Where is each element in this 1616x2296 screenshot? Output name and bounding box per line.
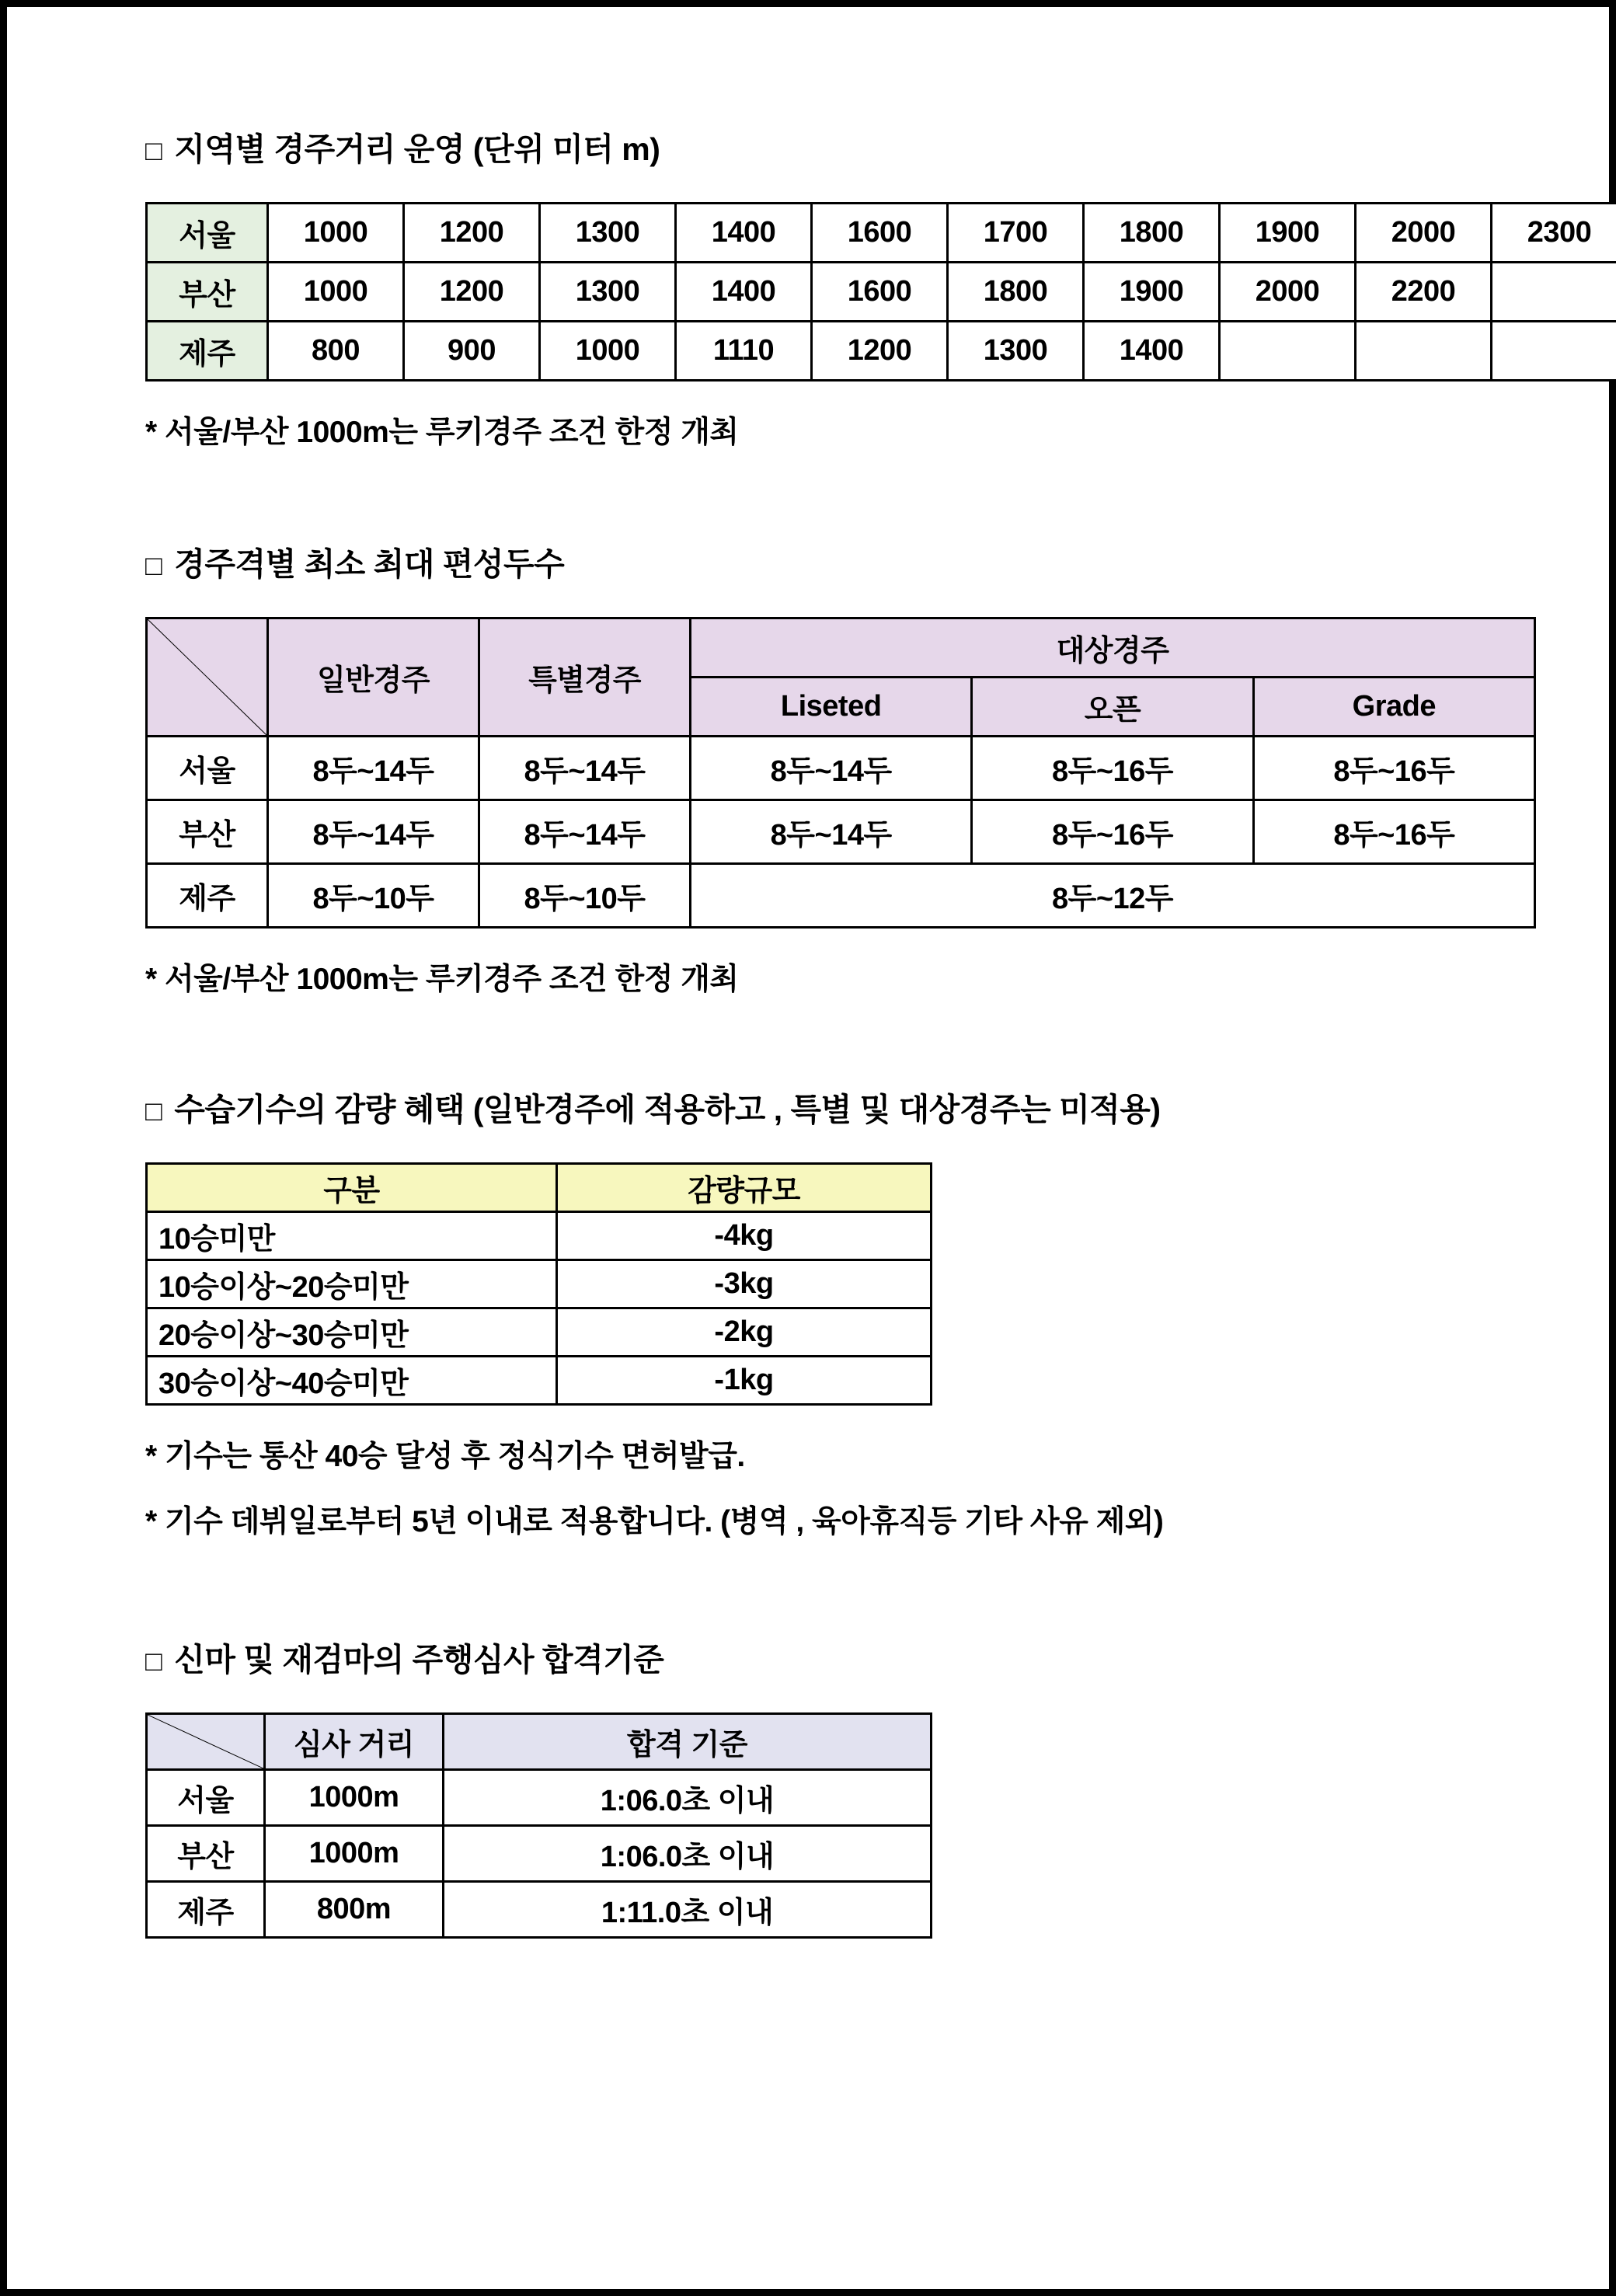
distance-cell: 1300 [948, 322, 1084, 381]
distance-cell: 1400 [676, 263, 812, 322]
section-field-size [145, 538, 1609, 998]
distance-cell: 1200 [404, 263, 540, 322]
distance-cell: 2000 [1220, 263, 1356, 322]
allowance-value: -1kg [557, 1357, 932, 1405]
footnotes-apprentice-allowance [145, 1432, 1609, 1541]
column-header-grade: Grade [1253, 678, 1534, 737]
section-heading-race-distance [145, 124, 1609, 169]
section-heading-text: 지역별 경주거리 운영 (단위 미터 m) [174, 131, 660, 167]
footnote-text: * 서울/부산 1000m는 루키경주 조건 한정 개최 [145, 416, 739, 449]
allowance-value: -4kg [557, 1212, 932, 1260]
allowance-value: -2kg [557, 1308, 932, 1357]
allowance-bracket: 20승이상~30승미만 [147, 1308, 557, 1357]
distance-cell: 1200 [812, 322, 948, 381]
field-size-cell: 8두~14두 [479, 737, 691, 800]
section-spacer [145, 451, 1609, 538]
distance-cell-empty [1356, 322, 1492, 381]
distance-cell: 1300 [540, 263, 676, 322]
footnote-row [145, 1497, 1609, 1541]
bullet-icon: □ [145, 1095, 162, 1127]
allowance-bracket: 10승이상~20승미만 [147, 1260, 557, 1308]
column-header-allowance: 감량규모 [557, 1164, 932, 1212]
distance-cell: 1000 [268, 263, 404, 322]
section-race-distance [145, 124, 1609, 451]
distance-cell: 1400 [1084, 322, 1220, 381]
table-row [147, 1826, 932, 1882]
field-size-cell: 8두~10두 [479, 864, 691, 928]
footnote-row [145, 1432, 1609, 1476]
document-page [7, 7, 1609, 2289]
footnote-field-size [145, 955, 1609, 998]
distance-cell-empty [1220, 322, 1356, 381]
distance-cell: 1600 [812, 204, 948, 263]
distance-cell-empty [1492, 322, 1616, 381]
section-heading-trial-criteria [145, 1634, 1609, 1680]
field-size-cell: 8두~16두 [1253, 800, 1534, 864]
column-header-category: 구분 [147, 1164, 557, 1212]
field-size-cell: 8두~14두 [691, 737, 972, 800]
table-header-row [147, 1714, 932, 1770]
distance-cell: 1300 [540, 204, 676, 263]
footnote-race-distance [145, 408, 1609, 451]
row-header-seoul: 서울 [147, 737, 268, 800]
corner-diagonal-cell [147, 1714, 265, 1770]
trial-distance-cell: 800m [265, 1882, 444, 1938]
column-header-open: 오픈 [972, 678, 1253, 737]
table-row [147, 737, 1535, 800]
table-row [147, 204, 1616, 263]
column-header-general-race: 일반경주 [268, 618, 479, 737]
distance-cell-empty [1492, 263, 1616, 322]
field-size-cell: 8두~16두 [1253, 737, 1534, 800]
table-row [147, 1308, 932, 1357]
footnote-text: * 기수는 통산 40승 달성 후 정식기수 면허발급. [145, 1440, 745, 1473]
distance-cell: 1900 [1084, 263, 1220, 322]
distance-cell: 1000 [540, 322, 676, 381]
section-spacer [145, 1541, 1609, 1634]
field-size-cell: 8두~10두 [268, 864, 479, 928]
section-heading-text: 경주격별 최소 최대 편성두수 [174, 546, 565, 582]
distance-cell: 1700 [948, 204, 1084, 263]
table-row [147, 1882, 932, 1938]
row-header-seoul: 서울 [147, 1770, 265, 1826]
row-header-jeju: 제주 [147, 322, 268, 381]
distance-cell: 1600 [812, 263, 948, 322]
field-size-cell: 8두~14두 [691, 800, 972, 864]
trial-criteria-table [145, 1712, 932, 1939]
apprentice-allowance-table [145, 1162, 932, 1406]
document-content [7, 7, 1609, 1939]
table-header-row [147, 618, 1535, 678]
table-row [147, 1770, 932, 1826]
trial-distance-cell: 1000m [265, 1770, 444, 1826]
row-header-busan: 부산 [147, 800, 268, 864]
row-header-jeju: 제주 [147, 864, 268, 928]
allowance-bracket: 10승미만 [147, 1212, 557, 1260]
row-header-busan: 부산 [147, 1826, 265, 1882]
section-heading-field-size [145, 538, 1609, 584]
bullet-icon: □ [145, 134, 162, 166]
row-header-jeju: 제주 [147, 1882, 265, 1938]
allowance-value: -3kg [557, 1260, 932, 1308]
trial-distance-cell: 1000m [265, 1826, 444, 1882]
section-trial-criteria [145, 1634, 1609, 1939]
table-row [147, 322, 1616, 381]
bullet-icon: □ [145, 549, 162, 581]
field-size-cell-merged: 8두~12두 [691, 864, 1535, 928]
table-row [147, 1260, 932, 1308]
distance-cell: 2000 [1356, 204, 1492, 263]
footnote-text: * 서울/부산 1000m는 루키경주 조건 한정 개최 [145, 963, 739, 996]
section-heading-apprentice-allowance [145, 1084, 1609, 1130]
distance-cell: 2200 [1356, 263, 1492, 322]
distance-cell: 1900 [1220, 204, 1356, 263]
field-size-table [145, 617, 1536, 929]
column-header-pass-criteria: 합격 기준 [444, 1714, 932, 1770]
bullet-icon: □ [145, 1645, 162, 1677]
table-row [147, 263, 1616, 322]
trial-criteria-cell: 1:06.0초 이내 [444, 1826, 932, 1882]
trial-criteria-cell: 1:11.0초 이내 [444, 1882, 932, 1938]
distance-cell: 1800 [1084, 204, 1220, 263]
table-header-row [147, 1164, 932, 1212]
trial-criteria-cell: 1:06.0초 이내 [444, 1770, 932, 1826]
table-row [147, 864, 1535, 928]
field-size-cell: 8두~14두 [479, 800, 691, 864]
group-header-target-race: 대상경주 [691, 618, 1535, 678]
row-header-busan: 부산 [147, 263, 268, 322]
corner-diagonal-cell [147, 618, 268, 737]
field-size-cell: 8두~14두 [268, 800, 479, 864]
distance-cell: 1800 [948, 263, 1084, 322]
diagonal-slash-icon [148, 1715, 263, 1768]
column-header-listed: Liseted [691, 678, 972, 737]
column-header-trial-distance: 심사 거리 [265, 1714, 444, 1770]
section-heading-text: 신마 및 재검마의 주행심사 합격기준 [174, 1642, 664, 1678]
distance-cell: 1400 [676, 204, 812, 263]
row-header-seoul: 서울 [147, 204, 268, 263]
table-row [147, 800, 1535, 864]
field-size-cell: 8두~14두 [268, 737, 479, 800]
table-row [147, 1357, 932, 1405]
distance-cell: 900 [404, 322, 540, 381]
field-size-cell: 8두~16두 [972, 737, 1253, 800]
section-spacer [145, 998, 1609, 1084]
section-heading-text: 수습기수의 감량 혜택 (일반경주에 적용하고 , 특별 및 대상경주는 미적용) [174, 1092, 1161, 1127]
distance-cell: 1000 [268, 204, 404, 263]
table-row [147, 1212, 932, 1260]
distance-cell: 1110 [676, 322, 812, 381]
column-header-special-race: 특별경주 [479, 618, 691, 737]
allowance-bracket: 30승이상~40승미만 [147, 1357, 557, 1405]
distance-cell: 1200 [404, 204, 540, 263]
distance-cell: 2300 [1492, 204, 1616, 263]
race-distance-table [145, 202, 1616, 382]
distance-cell: 800 [268, 322, 404, 381]
field-size-cell: 8두~16두 [972, 800, 1253, 864]
section-apprentice-allowance [145, 1084, 1609, 1541]
diagonal-slash-icon [148, 619, 266, 735]
footnote-text: * 기수 데뷔일로부터 5년 이내로 적용합니다. (병역 , 육아휴직등 기타 사유 제외) [145, 1505, 1164, 1538]
